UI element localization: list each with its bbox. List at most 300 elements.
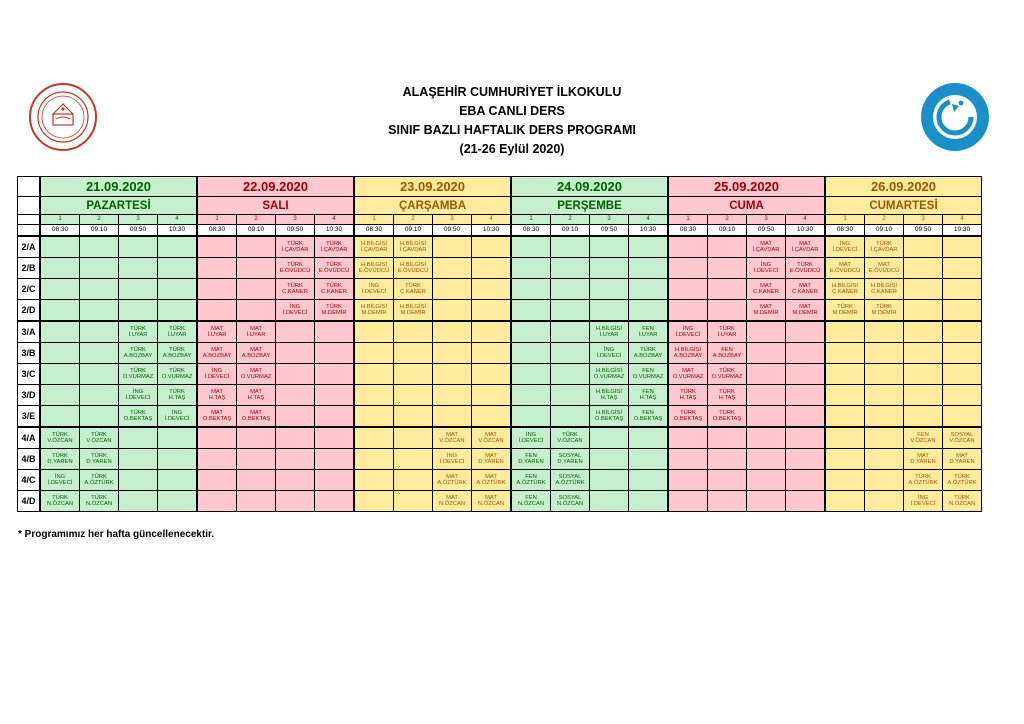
lesson-cell [708, 279, 747, 300]
period-time: 10:30 [158, 225, 198, 237]
teacher-name: O.BEKTAŞ [202, 416, 232, 422]
subject-name: FEN [525, 473, 537, 480]
period-time: 09:10 [551, 225, 590, 237]
table-row [18, 279, 982, 300]
period-time: 09:10 [708, 225, 747, 237]
lesson-cell [237, 427, 276, 449]
lesson-cell [472, 491, 512, 512]
lesson-cell [551, 300, 590, 322]
teacher-name: A.BOZBAY [673, 353, 703, 359]
day-name: ÇARŞAMBA [354, 197, 511, 215]
teacher-name: İ.DEVECİ [439, 459, 465, 465]
lesson-cell [786, 364, 826, 385]
teacher-name: H.TAŞ [679, 395, 697, 401]
subject-name: İNG [839, 240, 851, 247]
lesson-cell [708, 427, 747, 449]
lesson-cell [315, 236, 355, 258]
lesson-cell [825, 491, 865, 512]
lesson-cell [904, 470, 943, 491]
lesson-cell [237, 406, 276, 428]
table-row [18, 321, 982, 343]
lesson-cell [394, 449, 433, 470]
lesson-cell [119, 406, 158, 428]
lesson-cell [668, 470, 708, 491]
lesson-cell [472, 406, 512, 428]
lesson-cell [943, 427, 982, 449]
lesson-cell [158, 343, 198, 364]
lesson-cell [40, 300, 80, 322]
subject-name: H.BİLGİSİ [399, 240, 427, 247]
lesson-cell [472, 427, 512, 449]
subject-name: İNG [603, 346, 615, 353]
subject-name: TÜRK [326, 303, 342, 310]
lesson-cell [943, 364, 982, 385]
lesson-cell [433, 385, 472, 406]
subject-name: TÜRK [719, 388, 735, 395]
subject-name: TÜRK [954, 494, 970, 501]
subject-name: FEN [721, 346, 733, 353]
subject-name: MAT [956, 452, 968, 459]
lesson-cell [237, 449, 276, 470]
subject-name: FEN [642, 325, 654, 332]
teacher-name: İ.UYAR [599, 332, 619, 338]
teacher-name: D.YAREN [47, 459, 73, 465]
lesson-cell [354, 236, 394, 258]
lesson-cell [747, 343, 786, 364]
lesson-cell [276, 385, 315, 406]
lesson-cell [276, 406, 315, 428]
lesson-cell [315, 343, 355, 364]
subject-name: TÜRK [130, 367, 146, 374]
subject-name: MAT [446, 494, 458, 501]
lesson-cell [354, 406, 394, 428]
lesson-cell [472, 343, 512, 364]
lesson-cell [472, 321, 512, 343]
lesson-cell [590, 300, 629, 322]
lesson-cell [158, 449, 198, 470]
teacher-name: V.ÖZCAN [910, 438, 936, 444]
lesson-cell [511, 364, 551, 385]
subject-name: MAT [839, 261, 851, 268]
lesson-cell [668, 385, 708, 406]
lesson-cell [472, 258, 512, 279]
lesson-cell [590, 279, 629, 300]
lesson-cell [40, 236, 80, 258]
lesson-cell [119, 236, 158, 258]
subject-name: TÜRK [326, 282, 342, 289]
lesson-cell [511, 300, 551, 322]
teacher-name: D.YAREN [518, 459, 544, 465]
lesson-cell [551, 258, 590, 279]
lesson-cell [433, 279, 472, 300]
teacher-name: N.ÖZCAN [438, 501, 466, 507]
lesson-cell [158, 300, 198, 322]
class-label: 2/C [18, 279, 41, 300]
lesson-cell [237, 470, 276, 491]
lesson-cell [825, 385, 865, 406]
period-time: 09:50 [119, 225, 158, 237]
lesson-cell [276, 279, 315, 300]
lesson-cell [943, 300, 982, 322]
schedule-title: SINIF BAZLI HAFTALIK DERS PROGRAMI [388, 123, 636, 137]
subject-name: MAT [446, 431, 458, 438]
lesson-cell [904, 236, 943, 258]
lesson-cell [865, 491, 904, 512]
table-row [18, 385, 982, 406]
teacher-name: C.KANER [792, 289, 818, 295]
document-title-block [300, 83, 724, 159]
lesson-cell [551, 427, 590, 449]
class-label: 2/D [18, 300, 41, 322]
lesson-cell [119, 343, 158, 364]
subject-name: SOSYAL [950, 431, 974, 438]
weekly-schedule-table [17, 176, 982, 512]
teacher-name: İ.UYAR [167, 332, 187, 338]
lesson-cell [315, 321, 355, 343]
subject-name: MAT [917, 452, 929, 459]
lesson-cell [511, 449, 551, 470]
lesson-cell [629, 279, 669, 300]
period-time: 08:30 [197, 225, 237, 237]
lesson-cell [590, 470, 629, 491]
subject-name: H.BİLGİSİ [360, 240, 388, 247]
lesson-cell [80, 279, 119, 300]
table-row [18, 449, 982, 470]
period-time: 10:30 [472, 225, 512, 237]
lesson-cell [197, 258, 237, 279]
teacher-name: A.ÖZTÜRK [947, 480, 977, 486]
teacher-name: A.ÖZTÜRK [516, 480, 546, 486]
subject-name: TÜRK [52, 452, 68, 459]
lesson-cell [119, 449, 158, 470]
lesson-cell [276, 427, 315, 449]
period-time: 09:50 [590, 225, 629, 237]
lesson-cell [668, 427, 708, 449]
lesson-cell [276, 449, 315, 470]
teacher-name: O.VURMAZ [711, 374, 743, 380]
lesson-cell [904, 343, 943, 364]
teacher-name: İ.DEVECİ [753, 268, 779, 274]
day-name: PAZARTESİ [40, 197, 197, 215]
subject-name: H.BİLGİSİ [399, 261, 427, 268]
teacher-name: H.TAŞ [208, 395, 226, 401]
teacher-name: N.ÖZCAN [517, 501, 545, 507]
day-name: CUMA [668, 197, 825, 215]
lesson-cell [747, 321, 786, 343]
class-label: 3/A [18, 321, 41, 343]
lesson-cell [865, 364, 904, 385]
subject-name: TÜRK [326, 261, 342, 268]
subject-name: SOSYAL [558, 452, 582, 459]
period-number: 3 [904, 215, 943, 225]
class-label: 3/D [18, 385, 41, 406]
lesson-cell [943, 343, 982, 364]
program-type: EBA CANLI DERS [459, 104, 565, 118]
lesson-cell [747, 427, 786, 449]
lesson-cell [80, 364, 119, 385]
lesson-cell [197, 385, 237, 406]
lesson-cell [237, 343, 276, 364]
lesson-cell [433, 321, 472, 343]
lesson-cell [825, 449, 865, 470]
lesson-cell [80, 449, 119, 470]
teacher-name: N.ÖZCAN [46, 501, 74, 507]
teacher-name: İ.DEVECİ [675, 332, 701, 338]
lesson-cell [158, 406, 198, 428]
lesson-cell [668, 406, 708, 428]
teacher-name: C.KANER [400, 289, 426, 295]
teacher-name: A.ÖZTÜRK [437, 480, 467, 486]
lesson-cell [786, 449, 826, 470]
class-label: 3/C [18, 364, 41, 385]
period-time: 09:10 [394, 225, 433, 237]
teacher-name: H.TAŞ [168, 395, 186, 401]
subject-name: TÜRK [876, 240, 892, 247]
lesson-cell [158, 236, 198, 258]
subject-name: TÜRK [719, 409, 735, 416]
period-number: 4 [315, 215, 355, 225]
lesson-cell [825, 321, 865, 343]
period-number: 2 [237, 215, 276, 225]
teacher-name: V.ÖZCAN [557, 438, 583, 444]
teacher-name: İ.UYAR [128, 332, 148, 338]
subject-name: TÜRK [405, 282, 421, 289]
subject-name: MAT [211, 388, 223, 395]
lesson-cell [119, 427, 158, 449]
lesson-cell [394, 491, 433, 512]
subject-name: FEN [525, 494, 537, 501]
teacher-name: O.VURMAZ [672, 374, 704, 380]
subject-name: MAT [878, 261, 890, 268]
subject-name: MAT [250, 325, 262, 332]
day-date: 23.09.2020 [354, 177, 511, 197]
teacher-name: İ.DEVECİ [125, 395, 151, 401]
teacher-name: İ.UYAR [207, 332, 227, 338]
period-time: 09:10 [80, 225, 119, 237]
lesson-cell [551, 279, 590, 300]
subject-name: TÜRK [287, 240, 303, 247]
lesson-cell [394, 385, 433, 406]
subject-name: MAT [485, 494, 497, 501]
period-time: 09:10 [865, 225, 904, 237]
period-time: 10:30 [786, 225, 826, 237]
lesson-cell [80, 470, 119, 491]
teacher-name: A.BOZBAY [202, 353, 232, 359]
subject-name: TÜRK [915, 473, 931, 480]
teacher-name: C.KANER [282, 289, 308, 295]
lesson-cell [433, 300, 472, 322]
teacher-name: D.YAREN [478, 459, 504, 465]
lesson-cell [747, 449, 786, 470]
table-row [18, 343, 982, 364]
lesson-cell [197, 321, 237, 343]
lesson-cell [354, 470, 394, 491]
teacher-name: A.ÖZTÜRK [84, 480, 114, 486]
teacher-name: E.ÖVÜDCÜ [397, 268, 429, 274]
subject-name: SOSYAL [558, 473, 582, 480]
period-number: 4 [786, 215, 826, 225]
subject-name: TÜRK [287, 261, 303, 268]
period-number: 4 [472, 215, 512, 225]
class-label: 3/E [18, 406, 41, 428]
teacher-name: İ.DEVECİ [910, 501, 936, 507]
teacher-name: V.ÖZCAN [47, 438, 73, 444]
subject-name: TÜRK [130, 409, 146, 416]
lesson-cell [80, 406, 119, 428]
period-time: 09:50 [747, 225, 786, 237]
subject-name: İNG [525, 431, 537, 438]
teacher-name: N.ÖZCAN [85, 501, 113, 507]
lesson-cell [40, 364, 80, 385]
teacher-name: V.ÖZCAN [478, 438, 504, 444]
teacher-name: V.ÖZCAN [86, 438, 112, 444]
lesson-cell [747, 279, 786, 300]
period-number: 1 [197, 215, 237, 225]
lesson-cell [865, 449, 904, 470]
lesson-cell [158, 491, 198, 512]
teacher-name: A.BOZBAY [241, 353, 271, 359]
period-number: 1 [668, 215, 708, 225]
teacher-name: V.ÖZCAN [949, 438, 975, 444]
lesson-cell [158, 321, 198, 343]
period-time: 09:10 [237, 225, 276, 237]
teacher-name: O.VURMAZ [122, 374, 154, 380]
lesson-cell [786, 343, 826, 364]
lesson-cell [786, 321, 826, 343]
teacher-name: N.ÖZCAN [556, 501, 584, 507]
table-row [18, 427, 982, 449]
lesson-cell [433, 236, 472, 258]
teacher-name: O.BEKTAŞ [633, 416, 663, 422]
lesson-cell [943, 236, 982, 258]
subject-name: İNG [917, 494, 929, 501]
lesson-cell [315, 427, 355, 449]
lesson-cell [315, 364, 355, 385]
subject-name: MAT [799, 240, 811, 247]
period-number: 2 [708, 215, 747, 225]
lesson-cell [629, 427, 669, 449]
lesson-cell [394, 364, 433, 385]
teacher-name: İ.UYAR [717, 332, 737, 338]
teacher-name: İ.UYAR [246, 332, 266, 338]
subject-name: İNG [760, 261, 772, 268]
lesson-cell [315, 449, 355, 470]
teacher-name: İ.DEVECİ [47, 480, 73, 486]
lesson-cell [865, 470, 904, 491]
lesson-cell [708, 343, 747, 364]
subject-name: TÜRK [91, 473, 107, 480]
lesson-cell [511, 279, 551, 300]
period-number: 2 [551, 215, 590, 225]
lesson-cell [197, 236, 237, 258]
subject-name: MAT [799, 282, 811, 289]
lesson-cell [511, 236, 551, 258]
teacher-name: D.YAREN [949, 459, 975, 465]
lesson-cell [158, 364, 198, 385]
day-name: SALI [197, 197, 354, 215]
subject-name: TÜRK [91, 494, 107, 501]
lesson-cell [394, 427, 433, 449]
lesson-cell [551, 470, 590, 491]
teacher-name: O.BEKTAŞ [673, 416, 703, 422]
subject-name: TÜRK [719, 367, 735, 374]
lesson-cell [472, 236, 512, 258]
subject-name: SOSYAL [558, 494, 582, 501]
corner-cell [18, 225, 41, 237]
period-time: 09:50 [276, 225, 315, 237]
lesson-cell [590, 385, 629, 406]
lesson-cell [551, 491, 590, 512]
lesson-cell [276, 300, 315, 322]
lesson-cell [551, 321, 590, 343]
lesson-cell [668, 236, 708, 258]
lesson-cell [629, 491, 669, 512]
subject-name: İNG [54, 473, 66, 480]
lesson-cell [237, 491, 276, 512]
lesson-cell [865, 427, 904, 449]
table-row [18, 258, 982, 279]
lesson-cell [197, 491, 237, 512]
corner-cell [18, 177, 41, 197]
lesson-cell [865, 343, 904, 364]
lesson-cell [276, 343, 315, 364]
lesson-cell [315, 491, 355, 512]
lesson-cell [551, 385, 590, 406]
teacher-name: İ.DEVECİ [361, 289, 387, 295]
lesson-cell [904, 427, 943, 449]
lesson-cell [943, 385, 982, 406]
lesson-cell [40, 449, 80, 470]
lesson-cell [629, 300, 669, 322]
period-number: 1 [825, 215, 865, 225]
lesson-cell [668, 258, 708, 279]
period-number: 2 [865, 215, 904, 225]
subject-name: H.BİLGİSİ [831, 282, 859, 289]
subject-name: H.BİLGİSİ [399, 303, 427, 310]
class-label: 4/B [18, 449, 41, 470]
lesson-cell [708, 491, 747, 512]
lesson-cell [237, 236, 276, 258]
teacher-name: M.DEMİR [400, 310, 426, 316]
lesson-cell [551, 449, 590, 470]
lesson-cell [354, 449, 394, 470]
subject-name: TÜRK [169, 367, 185, 374]
period-time: 08:30 [668, 225, 708, 237]
period-time: 10:30 [629, 225, 669, 237]
lesson-cell [119, 364, 158, 385]
teacher-name: E.ÖVÜDCÜ [868, 268, 900, 274]
lesson-cell [158, 470, 198, 491]
lesson-cell [276, 491, 315, 512]
lesson-cell [354, 427, 394, 449]
lesson-cell [747, 258, 786, 279]
lesson-cell [825, 236, 865, 258]
period-number: 3 [276, 215, 315, 225]
subject-name: FEN [525, 452, 537, 459]
lesson-cell [40, 491, 80, 512]
subject-name: MAT [799, 303, 811, 310]
class-label: 4/C [18, 470, 41, 491]
subject-name: H.BİLGİSİ [595, 409, 623, 416]
lesson-cell [629, 385, 669, 406]
period-number: 2 [80, 215, 119, 225]
lesson-cell [629, 258, 669, 279]
day-date: 25.09.2020 [668, 177, 825, 197]
period-number: 3 [433, 215, 472, 225]
period-time: 10:30 [315, 225, 355, 237]
period-time: 09:50 [433, 225, 472, 237]
lesson-cell [747, 406, 786, 428]
